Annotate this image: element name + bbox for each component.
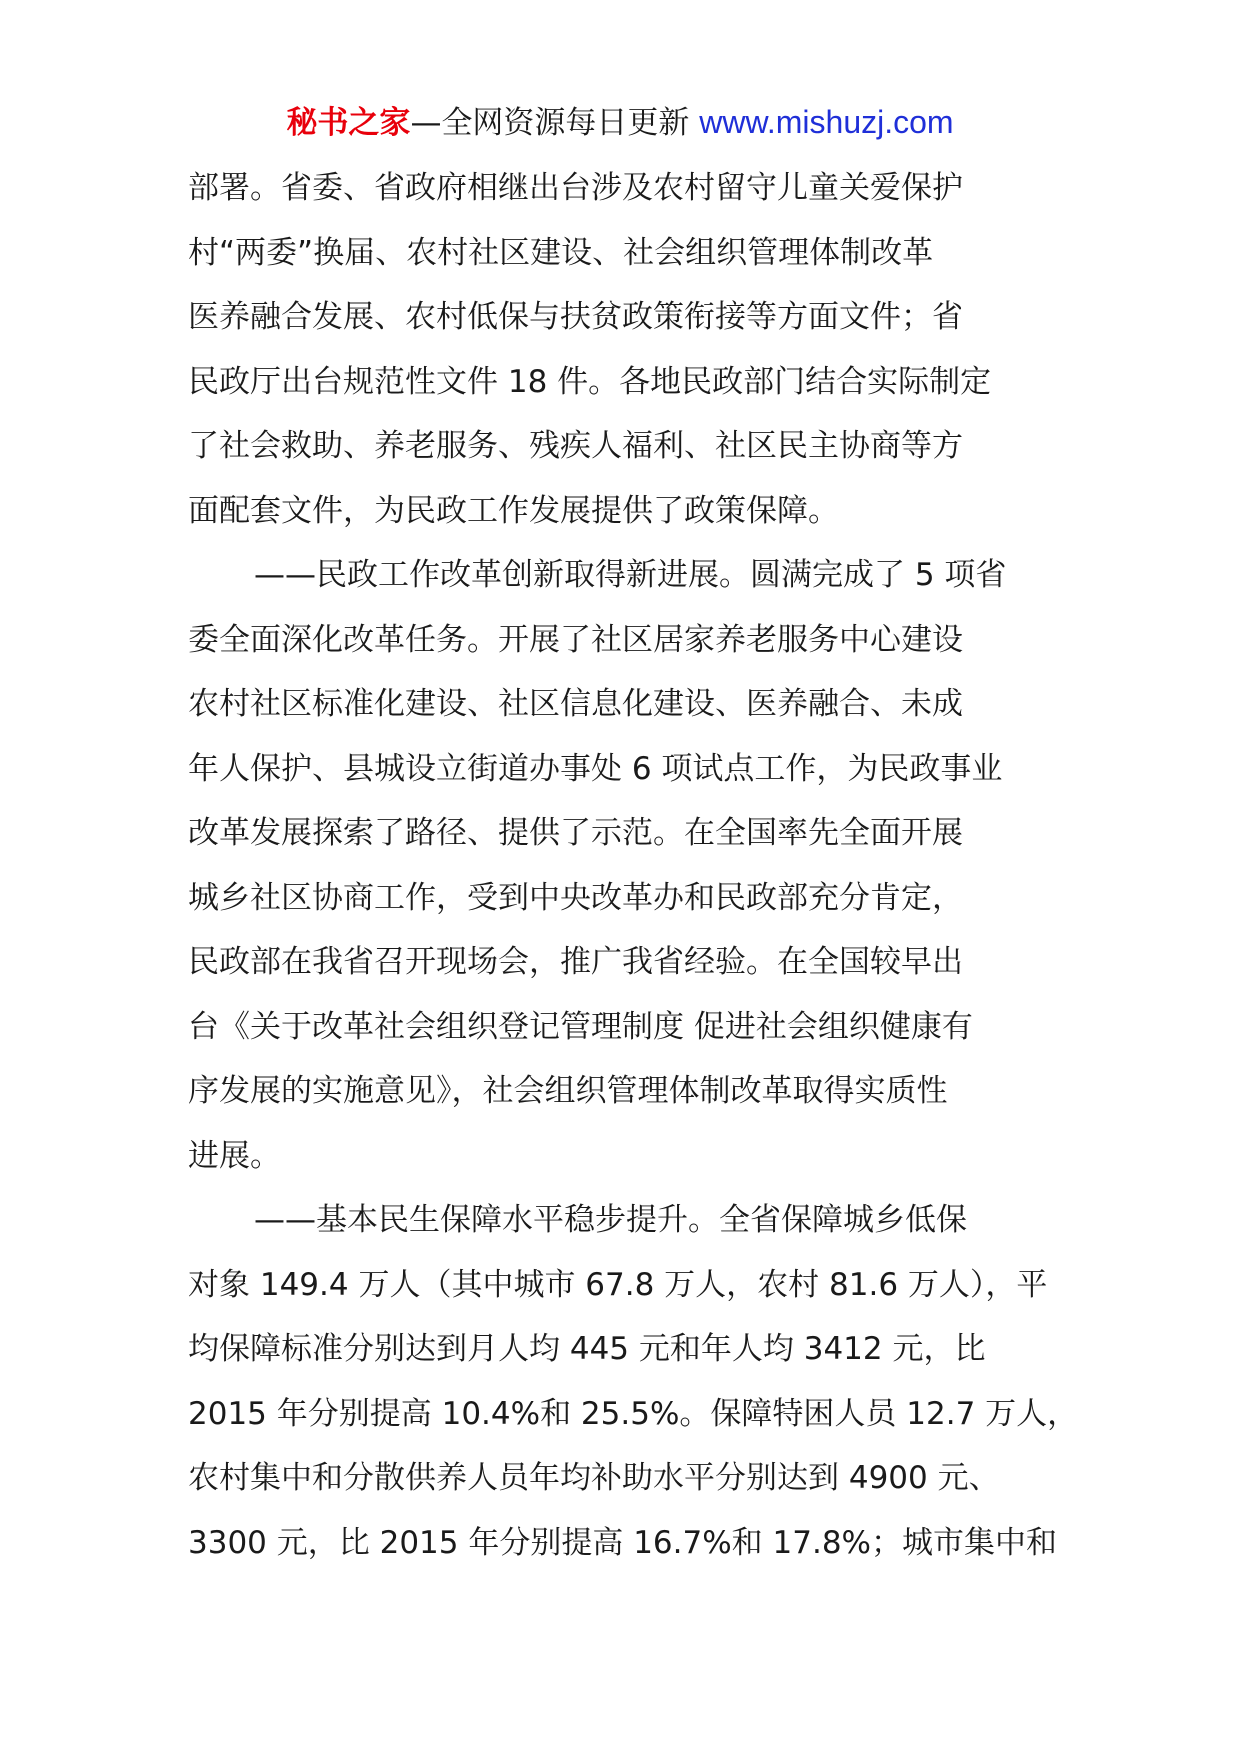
brand-name: 秘书之家	[286, 105, 411, 141]
text-line: 了社会救助、养老服务、残疾人福利、社区民主协商等方	[188, 428, 963, 464]
text-line: 台《关于改革社会组织登记管理制度 促进社会组织健康有	[188, 1008, 973, 1045]
paragraph-start-line: ——基本民生保障水平稳步提升。全省保障城乡低保	[254, 1202, 967, 1238]
text-line: 均保障标准分别达到月人均 445 元和年人均 3412 元，比	[188, 1331, 986, 1367]
text-line: 进展。	[188, 1137, 281, 1174]
text-line: 改革发展探索了路径、提供了示范。在全国率先全面开展	[188, 815, 963, 851]
text-line: 农村社区标准化建设、社区信息化建设、医养融合、未成	[188, 686, 963, 722]
text-line: 委全面深化改革任务。开展了社区居家养老服务中心建设	[188, 621, 963, 658]
document-body	[188, 156, 1079, 1575]
text-line: 民政厅出台规范性文件 18 件。各地民政部门结合实际制定	[188, 363, 992, 400]
header-tagline: —全网资源每日更新	[410, 105, 690, 141]
text-line: 2015 年分别提高 10.4%和 25.5%。保障特困人员 12.7 万人，	[188, 1395, 1079, 1432]
text-line: 医养融合发展、农村低保与扶贫政策衔接等方面文件；省	[188, 299, 963, 335]
text-line: 面配套文件，为民政工作发展提供了政策保障。	[188, 492, 839, 529]
text-line: 民政部在我省召开现场会，推广我省经验。在全国较早出	[188, 944, 963, 980]
text-line: 村“两委”换届、农村社区建设、社会组织管理体制改革	[188, 234, 934, 271]
text-line: 部署。省委、省政府相继出台涉及农村留守儿童关爱保护	[188, 170, 963, 206]
text-line: 3300 元，比 2015 年分别提高 16.7%和 17.8%；城市集中和	[188, 1524, 1058, 1561]
paragraph-start-line: ——民政工作改革创新取得新进展。圆满完成了 5 项省	[254, 557, 1007, 593]
text-line: 序发展的实施意见》，社会组织管理体制改革取得实质性	[188, 1073, 948, 1109]
text-line: 城乡社区协商工作，受到中央改革办和民政部充分肯定，	[188, 879, 963, 916]
text-line: 农村集中和分散供养人员年均补助水平分别达到 4900 元、	[188, 1460, 1000, 1496]
site-url-link[interactable]: www.mishuzj.com	[699, 104, 954, 140]
text-line: 对象 149.4 万人（其中城市 67.8 万人，农村 81.6 万人），平	[188, 1266, 1048, 1303]
page-header	[0, 100, 1240, 145]
text-line: 年人保护、县城设立街道办事处 6 项试点工作，为民政事业	[188, 750, 1003, 787]
